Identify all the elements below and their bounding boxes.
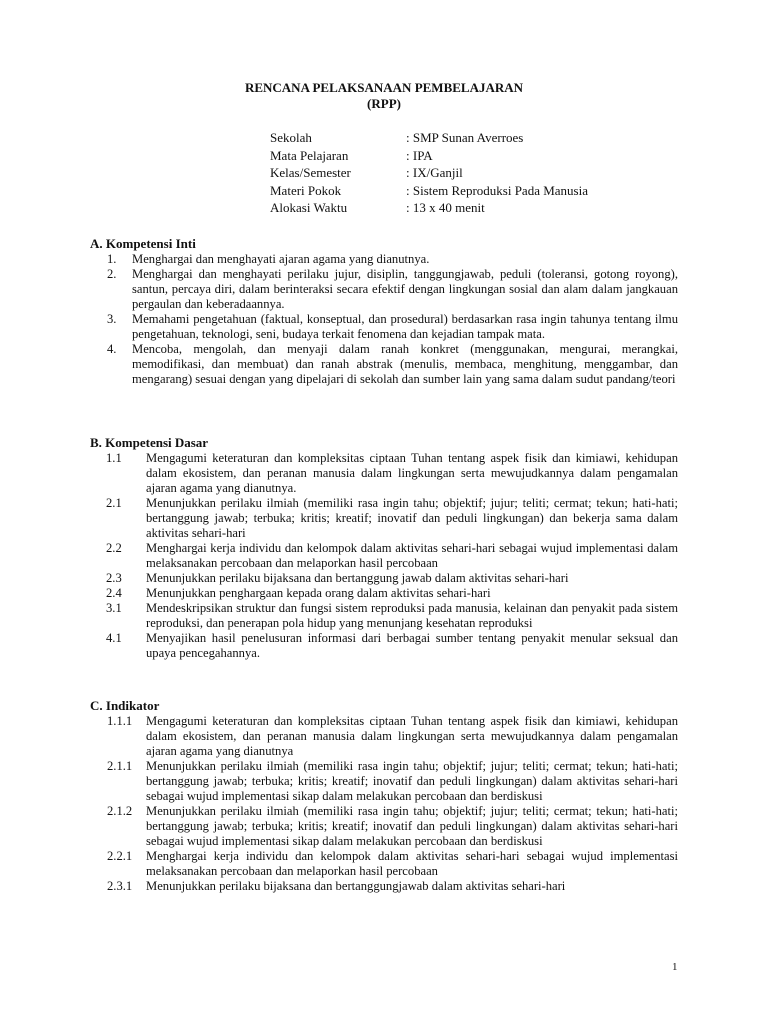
page-number: 1 — [672, 961, 678, 973]
item-text: Menghargai dan menghayati ajaran agama yang dianutnya. — [132, 252, 430, 266]
item-text: Menunjukkan perilaku bijaksana dan bertanggung jawab dalam aktivitas sehari-hari — [146, 571, 569, 585]
identity-label: Alokasi Waktu — [270, 200, 348, 215]
list-item — [90, 714, 678, 759]
list-item — [90, 879, 678, 894]
section-heading: A. Kompetensi Inti — [90, 236, 196, 251]
identity-row-subject — [270, 148, 588, 166]
list-item — [90, 571, 678, 586]
identity-label: Materi Pokok — [270, 182, 342, 198]
item-number: 1.1.1 — [107, 714, 133, 728]
item-number: 2.1 — [106, 496, 122, 510]
title-line-1: RENCANA PELAKSANAAN PEMBELAJARAN — [244, 80, 524, 95]
item-text: Menunjukkan perilaku bijaksana dan bertanggungjawab dalam aktivitas sehari-hari — [146, 879, 566, 893]
item-text: Mendeskripsikan struktur dan fungsi sistem reproduksi pada manusia, kelainan dan penyakit pada sistem reproduksi, dan penerapan pola hidup yang menunjang kesehatan reproduksi — [146, 601, 678, 630]
list-item — [90, 267, 678, 312]
item-text: Memahami pengetahuan (faktual, konseptual, dan prosedural) berdasarkan rasa ingin tahunya tentang ilmu pengetahuan, teknologi, seni, budaya terkait fenomena dan kejadian tampak mata. — [132, 312, 678, 341]
identity-row-class — [270, 165, 588, 183]
identity-value: : 13 x 40 menit — [406, 200, 485, 215]
item-number: 1.1 — [106, 451, 122, 465]
item-number: 2.1.2 — [107, 804, 133, 818]
list-item — [90, 631, 678, 661]
item-text: Menunjukkan penghargaan kepada orang dalam aktivitas sehari-hari — [146, 586, 491, 600]
list-item — [90, 601, 678, 631]
item-text: Menunjukkan perilaku ilmiah (memiliki rasa ingin tahu; objektif; jujur; teliti; cermat; tekun; hati-hati; bertanggung jawab; terbuka; kritis; kreatif; inovatif dan peduli lingkungan) dalam aktivitas sehari-hari sebagai wujud implementasi sikap dalam melakukan percobaan dan berdiskusi — [146, 804, 678, 848]
section-heading: C. Indikator — [90, 698, 160, 713]
list-item — [90, 759, 678, 804]
document-title — [0, 80, 768, 112]
list-item — [90, 342, 678, 387]
item-number: 4. — [107, 342, 117, 356]
list-item — [90, 541, 678, 571]
item-number: 4.1 — [106, 631, 122, 645]
list-item — [90, 252, 678, 267]
section-heading: B. Kompetensi Dasar — [90, 435, 209, 450]
item-text: Mengagumi keteraturan dan kompleksitas ciptaan Tuhan tentang aspek fisik dan kimiawi, kehidupan dalam ekosistem, dan peranan manusia dalam lingkungan serta mewujudkannya dalam pengamalan ajaran agama yang dianutnya — [146, 714, 678, 758]
identity-row-school — [270, 130, 588, 148]
item-number: 1. — [107, 252, 117, 266]
item-number: 3.1 — [106, 601, 122, 615]
item-number: 3. — [107, 312, 117, 326]
identity-value: : SMP Sunan Averroes — [406, 130, 524, 145]
item-text: Menunjukkan perilaku ilmiah (memiliki rasa ingin tahu; objektif; jujur; teliti; cermat; tekun; hati-hati; bertanggung jawab; terbuka; kritis; kreatif; inovatif dan peduli lingkungan) dalam aktivitas sehari-hari sebagai wujud implementasi sikap dalam melakukan percobaan dan berdiskusi — [146, 759, 678, 803]
item-number: 2.3.1 — [107, 879, 133, 893]
section-kompetensi-inti — [90, 236, 678, 387]
item-text: Menghargai kerja individu dan kelompok dalam aktivitas sehari-hari sebagai wujud implementasi dalam melaksanakan percobaan dan melaporkan hasil percobaan — [146, 541, 678, 570]
identity-label: Sekolah — [270, 130, 312, 145]
item-text: Menunjukkan perilaku ilmiah (memiliki rasa ingin tahu; objektif; jujur; teliti; cermat; tekun; hati-hati; bertanggung jawab; terbuka; kritis; kreatif; inovatif dan peduli lingkungan) dan bekerja sama dalam aktivitas sehari-hari — [146, 496, 678, 540]
item-text: Mencoba, mengolah, dan menyaji dalam ranah konkret (menggunakan, mengurai, merangkai, memodifikasi, dan membuat) dan ranah abstrak (menulis, membaca, menghitung, menggambar, dan mengarang) sesuai dengan yang dipelajari di sekolah dan sumber lain yang sama dalam sudut pandang/teori — [132, 342, 678, 386]
identity-value: : Sistem Reproduksi Pada Manusia — [406, 182, 588, 198]
item-text: Menghargai kerja individu dan kelompok dalam aktivitas sehari-hari sebagai wujud implementasi melaksanakan percobaan dan melaporkan hasil percobaan — [146, 849, 678, 878]
list-item — [90, 496, 678, 541]
list-item — [90, 804, 678, 849]
identity-label: Mata Pelajaran — [270, 147, 349, 163]
identity-label: Kelas/Semester — [270, 165, 351, 180]
title-line-2: (RPP) — [367, 96, 401, 111]
item-number: 2. — [107, 267, 117, 281]
item-number: 2.2.1 — [107, 849, 133, 863]
list-item — [90, 451, 678, 496]
item-number: 2.2 — [106, 541, 122, 555]
identity-row-time — [270, 200, 588, 218]
section-indikator — [90, 698, 678, 894]
item-text: Menyajikan hasil penelusuran informasi dari berbagai sumber tentang penyakit menular seksual dan upaya pencegahannya. — [146, 631, 678, 660]
item-number: 2.4 — [106, 586, 122, 600]
identity-value: : IPA — [406, 147, 433, 163]
item-number: 2.1.1 — [107, 759, 133, 773]
identity-row-topic — [270, 183, 588, 201]
list-item — [90, 849, 678, 879]
list-item — [90, 586, 678, 601]
list-item — [90, 312, 678, 342]
identity-table — [270, 130, 588, 218]
item-text: Menghargai dan menghayati perilaku jujur, disiplin, tanggungjawab, peduli (toleransi, gotong royong), santun, percaya diri, dalam berinteraksi secara efektif dengan lingkungan sosial dan alam dalam jangkauan pergaulan dan keberadaannya. — [132, 267, 678, 311]
item-number: 2.3 — [106, 571, 122, 585]
identity-value: : IX/Ganjil — [406, 165, 463, 180]
section-kompetensi-dasar — [90, 435, 678, 661]
item-text: Mengagumi keteraturan dan kompleksitas ciptaan Tuhan tentang aspek fisik dan kimiawi, kehidupan dalam ekosistem, dan peranan manusia dalam lingkungan serta mewujudkannya dalam pengamalan ajaran agama yang dianutnya. — [146, 451, 678, 495]
